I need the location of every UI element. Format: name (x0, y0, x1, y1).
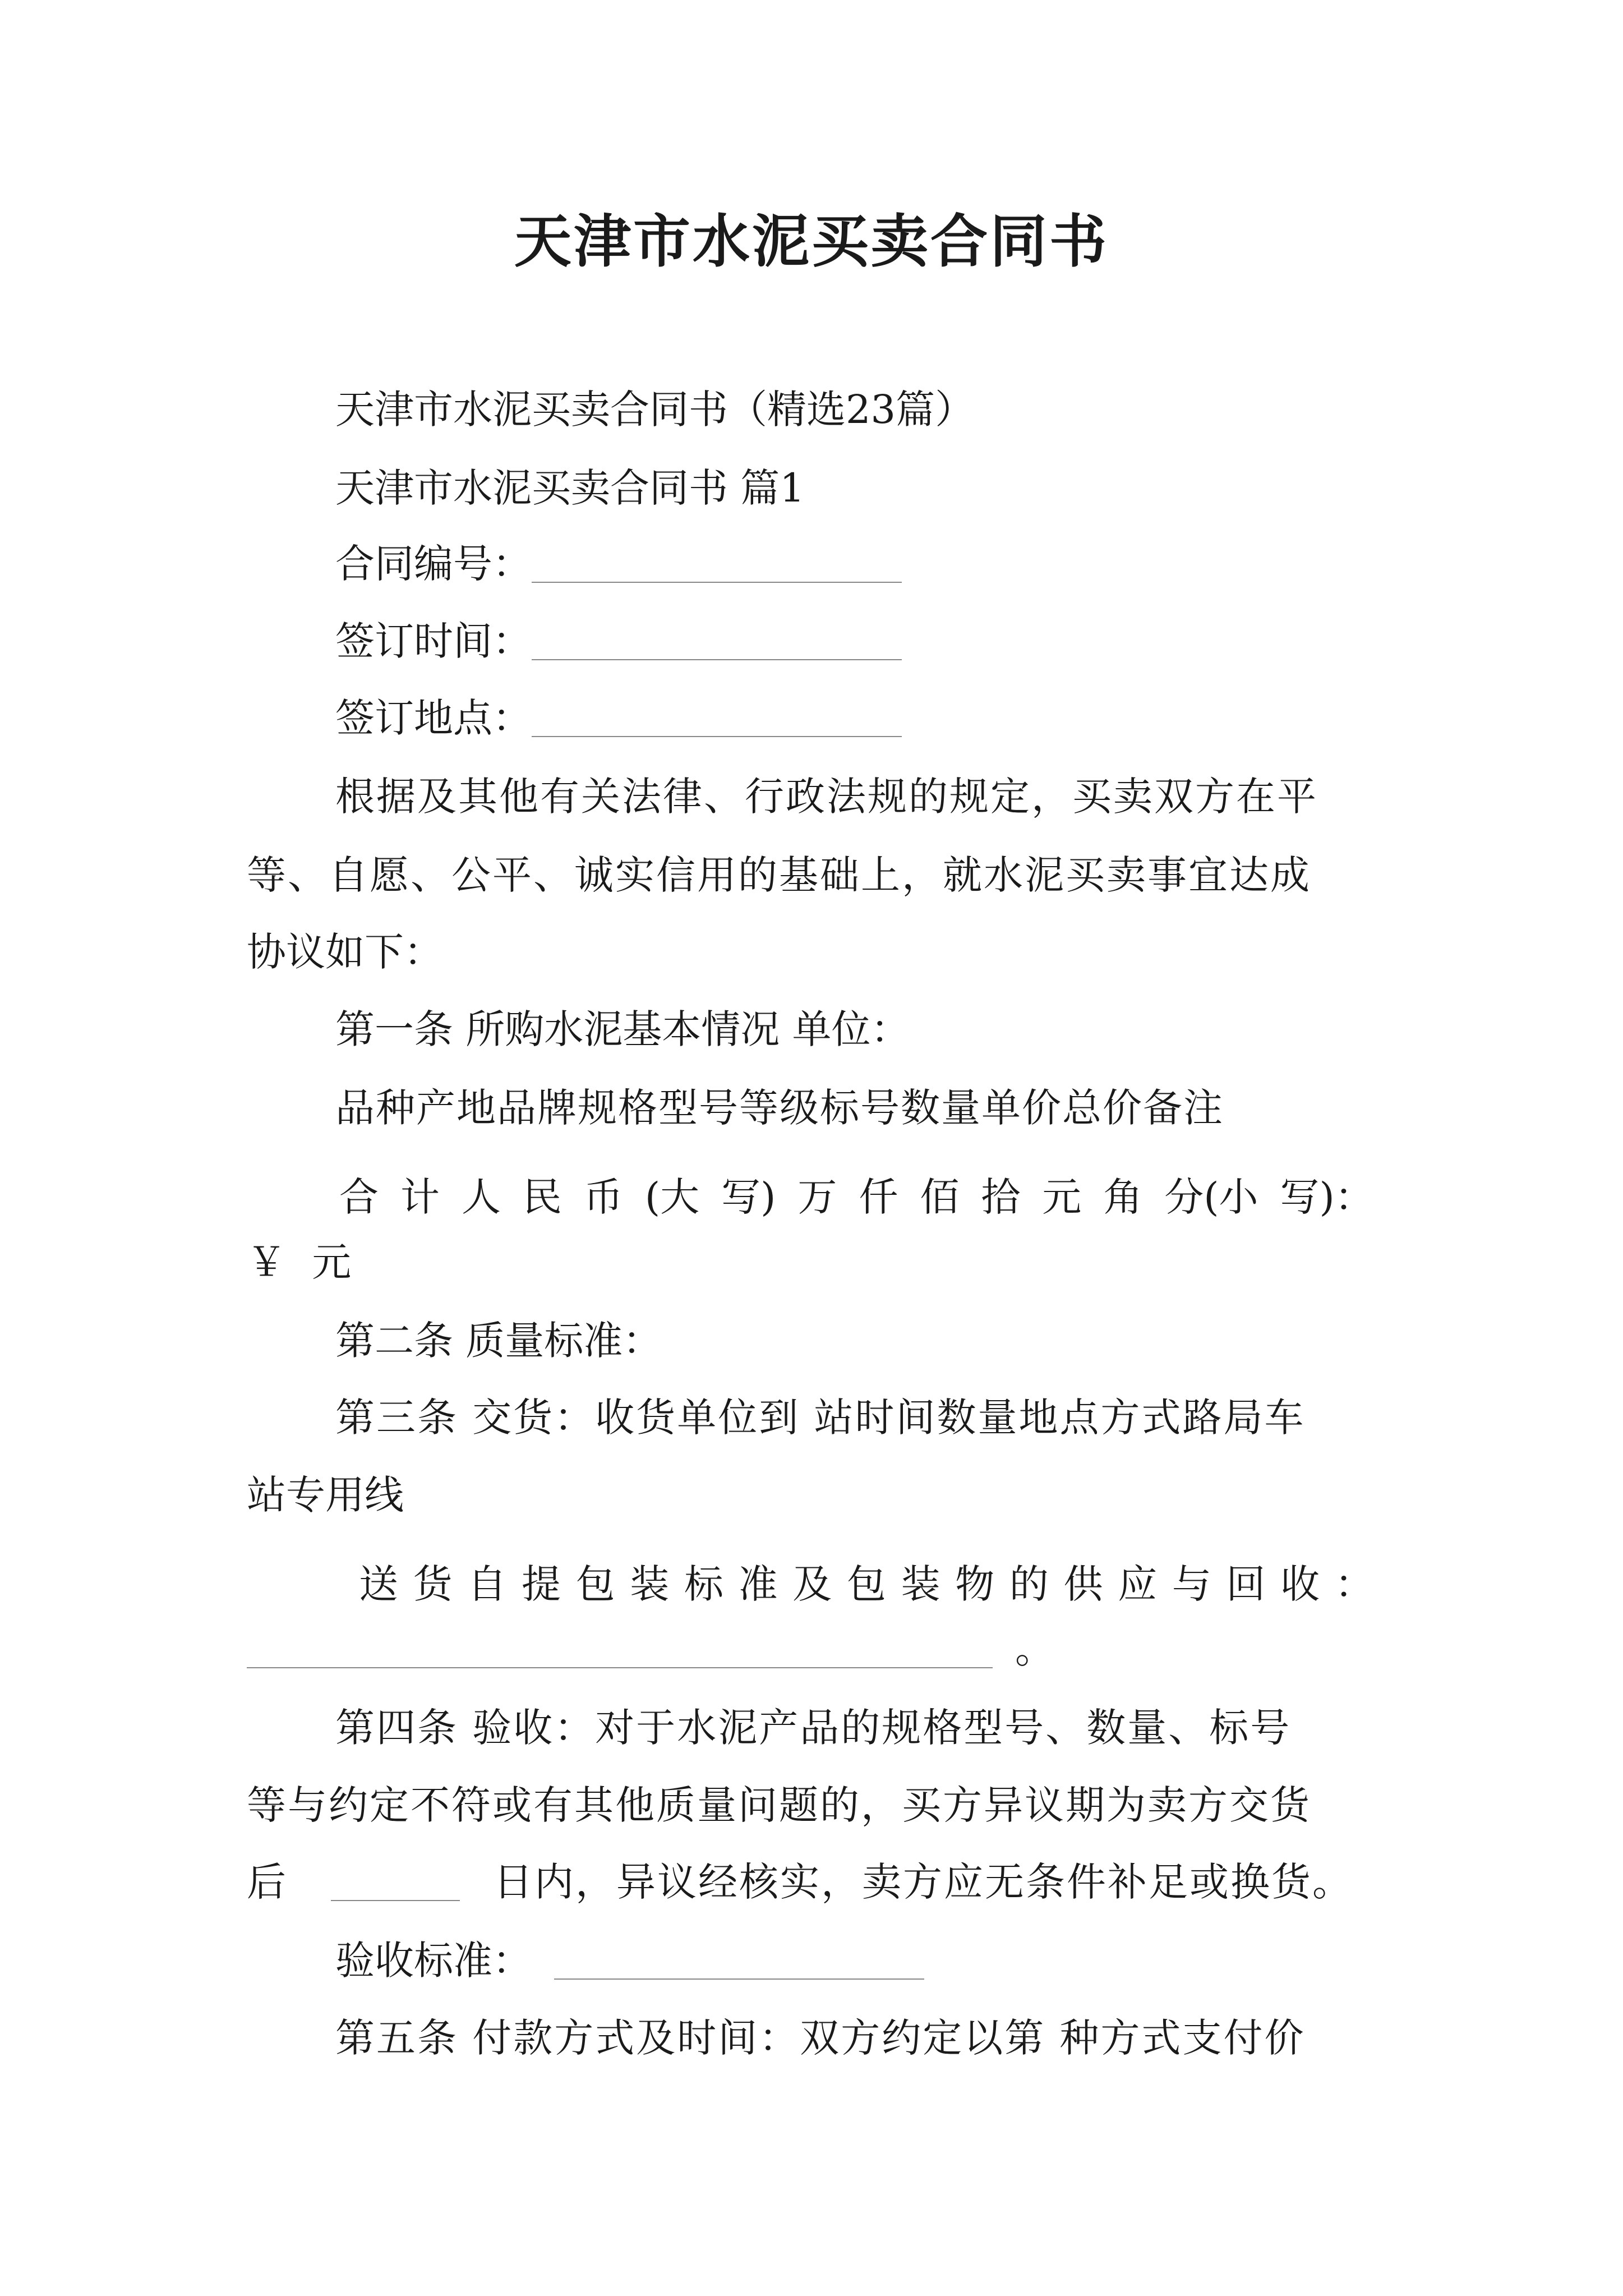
total-line-char: 佰 (920, 1174, 960, 1220)
packaging-line-char: 与 (1172, 1561, 1211, 1607)
acceptance-standard-blank (554, 1978, 924, 1980)
packaging-line-char: 自 (467, 1561, 507, 1607)
packaging-line-char: 标 (684, 1561, 723, 1607)
total-line-char: 分(小 (1164, 1174, 1258, 1220)
sign-place-label: 签订地点： (335, 695, 532, 741)
total-line-char: 计 (400, 1174, 440, 1220)
article1-total-line (339, 1166, 1374, 1222)
packaging-period: 。 (1015, 1626, 1054, 1672)
packaging-line-char: 物 (955, 1561, 995, 1607)
acceptance-standard-row (335, 1938, 924, 1984)
packaging-line-char: 准 (738, 1561, 778, 1607)
total-line-char: 币 (583, 1174, 623, 1220)
article5-line1: 第五条 付款方式及时间：双方约定以第 种方式支付价 (335, 2015, 1306, 2061)
packaging-line-char: 包 (575, 1561, 615, 1607)
packaging-line-char: 供 (1063, 1561, 1103, 1607)
para1-line3: 协议如下： (247, 929, 443, 975)
article4-line3-start: 后 (247, 1859, 286, 1905)
contract-number-label: 合同编号： (335, 541, 532, 587)
article3-line1: 第三条 交货：收货单位到 站时间数量地点方式路局车 (335, 1395, 1306, 1441)
article3-line2: 站专用线 (247, 1472, 404, 1518)
total-line-char: 万 (797, 1174, 837, 1220)
days-blank (331, 1899, 460, 1901)
packaging-blank (247, 1667, 993, 1668)
article4-line3-end: 日内，异议经核实，卖方应无条件补足或换货。 (494, 1859, 1353, 1905)
article1-columns: 品种产地品牌规格型号等级标号数量单价总价备注 (335, 1085, 1224, 1131)
article1-total-line2: ￥ 元 (247, 1239, 352, 1285)
total-line-char: 写)： (1280, 1174, 1374, 1220)
packaging-line-char: 装 (630, 1561, 670, 1607)
para1-line1: 根据及其他有关法律、行政法规的规定，买卖双方在平 (335, 774, 1318, 820)
article2-heading: 第二条 质量标准： (335, 1318, 662, 1364)
total-line-char: 元 (1042, 1174, 1082, 1220)
total-line-char: 角 (1103, 1174, 1143, 1220)
total-line-char: 民 (522, 1174, 562, 1220)
total-line-char: 拾 (981, 1174, 1021, 1220)
packaging-line-char: 回 (1226, 1561, 1266, 1607)
article1-heading: 第一条 所购水泥基本情况 单位： (335, 1006, 910, 1052)
article3-packaging-blank-row (247, 1626, 1054, 1672)
packaging-line-char: 包 (846, 1561, 886, 1607)
packaging-line-char: 收 (1280, 1561, 1320, 1607)
contract-number-blank (532, 581, 902, 583)
packaging-line-char: 货 (413, 1561, 453, 1607)
packaging-line-char: 装 (901, 1561, 940, 1607)
total-line-char: 人 (461, 1174, 501, 1220)
para1-line2: 等、自愿、公平、诚实信用的基础上，就水泥买卖事宜达成 (247, 852, 1311, 898)
sign-time-blank (532, 659, 902, 660)
acceptance-standard-label: 验收标准： (335, 1938, 532, 1984)
packaging-line-char: ： (1334, 1561, 1374, 1607)
total-line-char: 写) (721, 1174, 776, 1220)
sign-place-blank (532, 735, 902, 737)
sign-place-row (335, 695, 902, 741)
article4-line1: 第四条 验收：对于水泥产品的规格型号、数量、标号 (335, 1705, 1292, 1751)
article4-line3 (247, 1859, 1353, 1905)
packaging-line-char: 送 (359, 1561, 398, 1607)
contract-number-row (335, 541, 902, 587)
article3-packaging-line (359, 1553, 1374, 1609)
article4-line2: 等与约定不符或有其他质量问题的，买方异议期为卖方交货 (247, 1782, 1311, 1828)
section-heading: 天津市水泥买卖合同书 篇1 (335, 465, 805, 511)
total-line-char: 仟 (859, 1174, 898, 1220)
total-line-char: (大 (644, 1174, 700, 1220)
document-title: 天津市水泥买卖合同书 (514, 208, 1109, 275)
packaging-line-char: 及 (792, 1561, 832, 1607)
total-line-char: 合 (339, 1174, 379, 1220)
packaging-line-char: 的 (1009, 1561, 1049, 1607)
packaging-line-char: 提 (521, 1561, 561, 1607)
packaging-line-char: 应 (1118, 1561, 1158, 1607)
sign-time-label: 签订时间： (335, 618, 532, 664)
subtitle: 天津市水泥买卖合同书（精选23篇） (335, 386, 975, 432)
sign-time-row (335, 618, 902, 664)
